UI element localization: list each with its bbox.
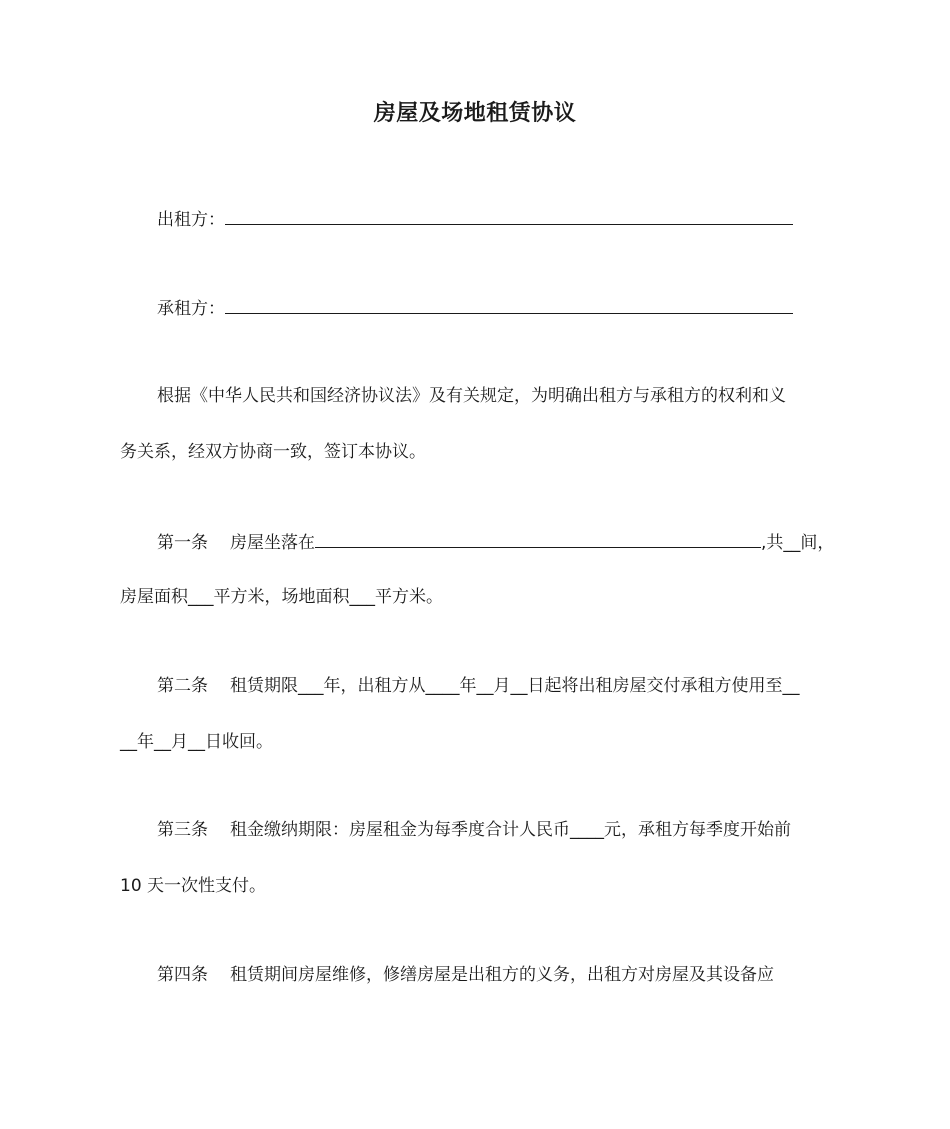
- lessee-blank: [225, 295, 793, 314]
- article-1-number: 第一条: [157, 533, 208, 553]
- preamble-line-2: 务关系，经双方协商一致，签订本协议。: [120, 442, 426, 462]
- article-3-line-2: 10 天一次性支付。: [120, 876, 267, 896]
- article-1-line-2: 房屋面积___平方米，场地面积___平方米。: [120, 587, 443, 607]
- article-3-number: 第三条: [157, 820, 208, 840]
- article-1-location-blank: [315, 529, 761, 548]
- article-2-line-1: [157, 674, 800, 698]
- article-3-line-1: [157, 818, 791, 842]
- article-2-number: 第二条: [157, 676, 208, 696]
- document-title: 房屋及场地租赁协议: [373, 101, 577, 126]
- lessor-label: 出租方：: [157, 210, 225, 230]
- lessee-label: 承租方：: [157, 299, 225, 319]
- article-1-line-1: [157, 529, 834, 555]
- article-1-rooms: ,共__间，: [761, 533, 835, 553]
- article-4-number: 第四条: [157, 965, 208, 985]
- preamble-line-1: 根据《中华人民共和国经济协议法》及有关规定，为明确出租方与承租方的权利和义: [157, 386, 786, 406]
- lessor-blank: [225, 206, 793, 225]
- article-4-line-1: [157, 963, 774, 987]
- article-4-text: 租赁期间房屋维修，修缮房屋是出租方的义务，出租方对房屋及其设备应: [230, 965, 774, 985]
- lessee-line: [157, 295, 793, 321]
- article-3-text: 租金缴纳期限：房屋租金为每季度合计人民币____元，承租方每季度开始前: [230, 820, 791, 840]
- lessor-line: [157, 206, 793, 232]
- article-2-text: 租赁期限___年，出租方从____年__月__日起将出租房屋交付承租方使用至__: [230, 676, 800, 696]
- article-1-location-label: 房屋坐落在: [230, 533, 315, 553]
- article-2-line-2: __年__月__日收回。: [120, 732, 273, 752]
